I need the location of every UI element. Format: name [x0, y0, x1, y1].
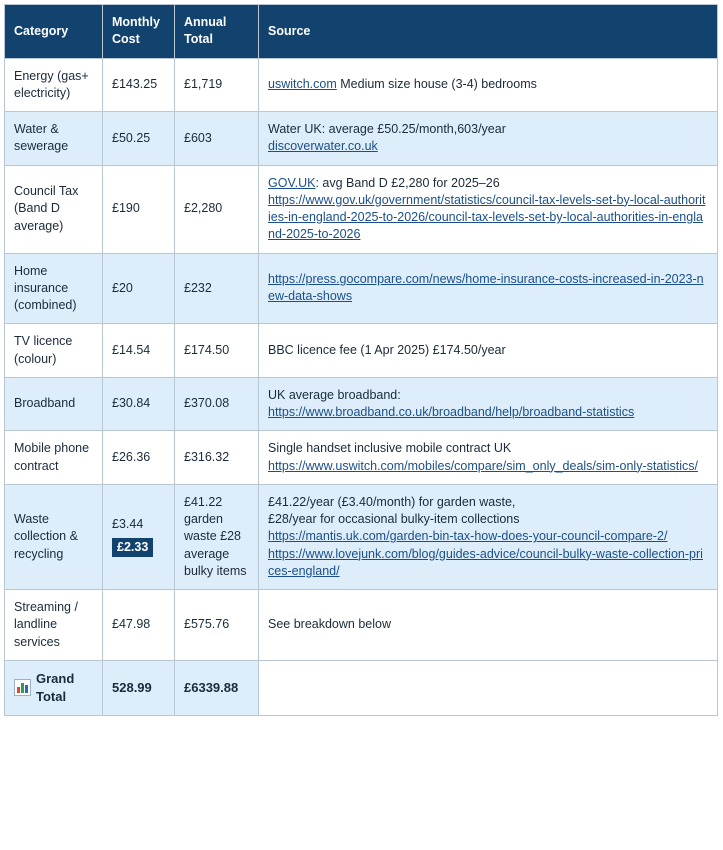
table-row: [5, 590, 718, 661]
cell-category: Waste collection & recycling: [5, 484, 103, 589]
column-header-annual-total: Annual Total: [175, 5, 259, 59]
source-text: Water UK: average £50.25/month,603/year: [268, 122, 506, 136]
source-text: UK average broadband:: [268, 387, 401, 402]
cell-source: [259, 377, 718, 431]
cell-category: TV licence (colour): [5, 324, 103, 378]
table-header: [5, 5, 718, 59]
cell-annual-total: £603: [175, 112, 259, 166]
table-row: [5, 112, 718, 166]
cell-category: Broadband: [5, 377, 103, 431]
monthly-cost-highlight[interactable]: £2.33: [112, 538, 153, 558]
cell-category: Council Tax (Band D average): [5, 165, 103, 253]
cell-monthly-cost: £47.98: [103, 590, 175, 661]
source-link-garden-waste[interactable]: https://mantis.uk.com/garden-bin-tax-how-does-your-council-compare-2/: [268, 529, 668, 544]
cell-category: Water & sewerage: [5, 112, 103, 166]
column-header-category: Category: [5, 5, 103, 59]
table-row: [5, 253, 718, 324]
cell-source: See breakdown below: [259, 590, 718, 661]
cell-annual-total: £41.22 garden waste £28 average bulky items: [175, 484, 259, 589]
source-link[interactable]: uswitch.com: [268, 77, 337, 92]
source-link[interactable]: discoverwater.co.uk: [268, 139, 378, 154]
cell-category: Streaming / landline services: [5, 590, 103, 661]
source-link[interactable]: https://www.broadband.co.uk/broadband/help/broadband-statistics: [268, 405, 635, 419]
source-line: [268, 175, 708, 192]
cell-grand-total-annual: £6339.88: [175, 660, 259, 715]
cell-source: [259, 431, 718, 485]
monthly-cost-previous: £3.44: [112, 517, 144, 532]
cell-monthly-cost: £190: [103, 165, 175, 253]
cell-source: BBC licence fee (1 Apr 2025) £174.50/year: [259, 324, 718, 378]
source-link[interactable]: https://press.gocompare.com/news/home-insurance-costs-increased-in-2023-new-data-shows: [268, 272, 704, 304]
grand-total-row: [5, 660, 718, 715]
cell-category: Mobile phone contract: [5, 431, 103, 485]
table-row: [5, 58, 718, 112]
cell-source: [259, 112, 718, 166]
cell-annual-total: £575.76: [175, 590, 259, 661]
cell-grand-total-source: [259, 660, 718, 715]
cell-source: [259, 484, 718, 589]
bar-chart-icon: [14, 679, 31, 696]
source-link-council-tax[interactable]: https://www.gov.uk/government/statistics/council-tax-levels-set-by-local-authorities-in-england-2025-to-2026/council-tax-levels-set-by-local-authorities-in-england-2025-to-2026: [268, 192, 706, 242]
grand-total-text: Grand Total: [36, 670, 75, 704]
cell-annual-total: £232: [175, 253, 259, 324]
cell-annual-total: £316.32: [175, 431, 259, 485]
cell-monthly-cost: £14.54: [103, 324, 175, 378]
cell-annual-total: £370.08: [175, 377, 259, 431]
cell-monthly-cost: [103, 484, 175, 589]
source-text: Single handset inclusive mobile contract UK: [268, 441, 512, 456]
cell-category: Energy (gas+ electricity): [5, 58, 103, 112]
table-row: [5, 484, 718, 589]
cell-annual-total: £174.50: [175, 324, 259, 378]
source-text-line1: £41.22/year (£3.40/month) for garden waste,: [268, 494, 516, 509]
cell-monthly-cost: £143.25: [103, 58, 175, 112]
cell-annual-total: £2,280: [175, 165, 259, 253]
source-link[interactable]: https://www.uswitch.com/mobiles/compare/sim_only_deals/sim-only-statistics/: [268, 458, 698, 473]
cell-monthly-cost: £26.36: [103, 431, 175, 485]
household-costs-table: [4, 4, 718, 716]
cell-monthly-cost: £50.25: [103, 112, 175, 166]
column-header-source: Source: [259, 5, 718, 59]
cell-monthly-cost: £30.84: [103, 377, 175, 431]
table-row: [5, 377, 718, 431]
table-row: [5, 431, 718, 485]
cell-category: Home insurance (combined): [5, 253, 103, 324]
table-header-row: [5, 5, 718, 59]
source-text: Medium size house (3-4) bedrooms: [336, 77, 537, 92]
table-row: [5, 324, 718, 378]
table-body: [5, 58, 718, 715]
source-text: : avg Band D £2,280 for 2025–26: [315, 175, 500, 190]
source-link-govuk[interactable]: GOV.UK: [268, 175, 316, 190]
cell-source: [259, 58, 718, 112]
source-text-line2: £28/year for occasional bulky-item collections: [268, 512, 520, 526]
cell-annual-total: £1,719: [175, 58, 259, 112]
source-link-bulky-waste[interactable]: https://www.lovejunk.com/blog/guides-advice/council-bulky-waste-collection-prices-england/: [268, 546, 703, 578]
cell-grand-total-monthly: 528.99: [103, 660, 175, 715]
cell-source: [259, 253, 718, 324]
cell-grand-total-label: [5, 660, 103, 715]
cell-monthly-cost: £20: [103, 253, 175, 324]
cell-source: [259, 165, 718, 253]
column-header-monthly-cost: Monthly Cost: [103, 5, 175, 59]
table-row: [5, 165, 718, 253]
